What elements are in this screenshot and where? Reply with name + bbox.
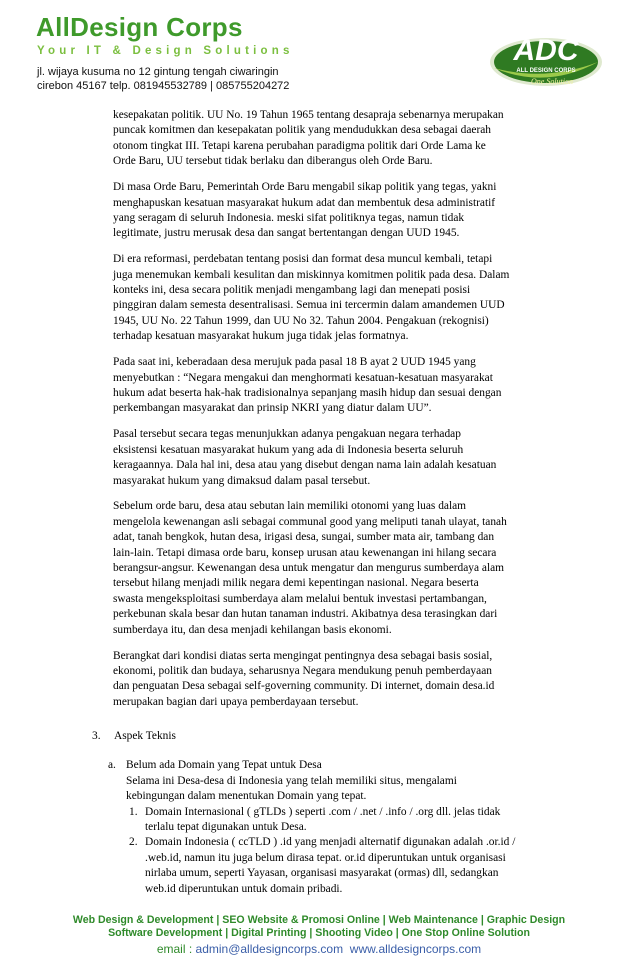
list-item: 1. Domain Internasional ( gTLDs ) seperti .com / .net / .info / .org dll. jelas tidak terlalu tepat digunakan untuk Desa. [129, 805, 501, 834]
section-3 [92, 729, 562, 897]
letterhead [0, 0, 638, 100]
paragraph-2: Di masa Orde Baru, Pemerintah Orde Baru mengabil sikap politik yang tegas, yakni menghapuskan kesatuan masyarakat hukum adat dan membentuk desa administratif yang seragam di seluruh Indonesia. meski sifat politiknya tegas, namun tidak legitimate, justru merusak desa dan sangat bertentangan dengan UUD 1945. [113, 181, 497, 240]
email-label: email : [156, 942, 196, 956]
paragraph-6: Sebelum orde baru, desa atau sebutan lain memiliki otonomi yang luas dalam mengelola kewenangan asli sebagai communal good yang meliputi tanah ulayat, tanah adat, tanah bengkok, hutan desa, irigasi desa, sungai, sumber mata air, tambang dan lain-lain. Tetapi dimasa orde baru, konsep urusan atau kewenangan ini hilang secara berangsur-angsur. Kewenangan desa untuk mengatur dan mengurus sumberdaya alam tersebut hilang menjadi milik negara demi kepentingan nasional. Negara beserta swasta mengeksploitasi sumberdaya alam melalui bentuk investasi pertambangan, perkebunan skala besar dan hutan tanaman industri. Akibatnya desa terasingkan dari sumberdaya itu, dan desa menjadi kehilangan basis ekonomi. [113, 500, 507, 636]
paragraph-4: Pada saat ini, keberadaan desa merujuk pada pasal 18 B ayat 2 UUD 1945 yang menyebutkan : “Negara mengakui dan menghormati kesatuan-kesatuan masyarakat hukum adat beserta hak-hak tradisionalnya sepanjang masih hidup dan sesuai dengan perkembangan masyarakat dan prinsip NKRI yang diatur dalam UU”. [113, 356, 502, 415]
brand-tagline: Your IT & Design Solutions [37, 45, 294, 57]
subsection-a: a. Belum ada Domain yang Tepat untuk Desa Selama ini Desa-desa di Indonesia yang telah memiliki situs, mengalami kebingungan dalam menentukan Domain yang tepat. 1. Domain Internasional ( gTLDs ) seperti .com / .net / .info / .org dll. jelas tidak terlalu tepat digunakan untuk Desa. 2. Domain Indonesia ( ccTLD ) .id yang menjadi alternatif digunakan adalah .or.id / .web.id, namun itu juga belum dirasa tepat. or.id diperuntukan untuk organisasi nirlaba umum, seperti Yayasan, organisasi masyarakat (ormas) dll, sedangkan web.id diperuntukan untuk domain pribadi. [108, 758, 562, 897]
paragraph-5: Pasal tersebut secara tegas menunjukkan adanya pengakuan negara terhadap eksistensi kesatuan masyarakat hukum yang ada di Indonesia beserta seluruh keragaannya. Dala hal ini, desa atau yang disebut dengan nama lain adalah kesatuan masyarakat hukum yang dimaksud dalam pasal tersebut. [113, 428, 497, 487]
brand-name: AllDesign Corps [36, 12, 243, 42]
body-text [113, 108, 553, 721]
address-line-1: jl. wijaya kusuma no 12 gintung tengah ciwaringin [37, 66, 279, 78]
footer [0, 914, 638, 958]
paragraph-7: Berangkat dari kondisi diatas serta mengingat pentingnya desa sebagai basis sosial, ekonomi, politik dan budaya, seharusnya Negara mendukung penuh pemberdayaan dan penguatan Desa sebagai self-governing community. Di internet, domain desa.id merupakan bagian dari upaya pemberdayaan tersebut. [113, 649, 495, 708]
paragraph-1: kesepakatan politik. UU No. 19 Tahun 1965 tentang desapraja sebenarnya merupakan puncak komitmen dan kesepakatan politik yang mendudukkan desa sebagai daerah otonom tingkat III. Tetapi karena perubahan paradigma politik dari Orde Lama ke Orde Baru, UU tersebut tidak berlaku dan diberangus oleh Orde Baru. [113, 109, 504, 168]
logo-text: ADC [513, 34, 579, 67]
adc-logo [486, 22, 606, 96]
logo-sub: ALL DESIGN CORPS [516, 68, 576, 74]
section-number: 3. [92, 730, 101, 742]
section-3-heading [92, 729, 562, 744]
subsection-label: a. [108, 759, 116, 772]
logo-script: One Solution [531, 77, 573, 86]
website-link[interactable]: www.alldesigncorps.com [349, 942, 482, 956]
address-line-2: cirebon 45167 telp. 081945532789 | 085755204272 [37, 80, 290, 92]
paragraph-3: Di era reformasi, perdebatan tentang posisi dan format desa muncul kembali, tetapi juga menemukan kembali kesulitan dan miskinnya komitmen politik pada desa. Dalam konteks ini, desa secara politik menjadi mengambang lagi dan menepati posisi pinggiran dalam semesta desentralisasi. Semua ini tercermin dalam amandemen UUD 1945, UU No. 22 Tahun 1999, dan UU No 32. Tahun 2004. Pengakuan (rekognisi) terhadap kesatuan masyarakat hukum juga tidak jelas formatnya. [113, 253, 510, 343]
email-link[interactable]: admin@alldesigncorps.com [195, 942, 344, 956]
footer-services-2: Software Development | Digital Printing | Shooting Video | One Stop Online Solution [108, 927, 530, 939]
section-title: Aspek Teknis [114, 730, 176, 742]
subsection-title: Belum ada Domain yang Tepat untuk Desa [126, 759, 322, 772]
list-item: 2. Domain Indonesia ( ccTLD ) .id yang menjadi alternatif digunakan adalah .or.id / .web.id, namun itu juga belum dirasa tepat. or.id diperuntukan untuk organisasi nirlaba umum, seperti Yayasan, organisasi masyarakat (ormas) dll, sedangkan web.id diperuntukan untuk domain pribadi. [129, 836, 516, 895]
footer-services-1: Web Design & Development | SEO Website & Promosi Online | Web Maintenance | Graphic Design [72, 914, 566, 926]
footer-contact [0, 941, 638, 958]
